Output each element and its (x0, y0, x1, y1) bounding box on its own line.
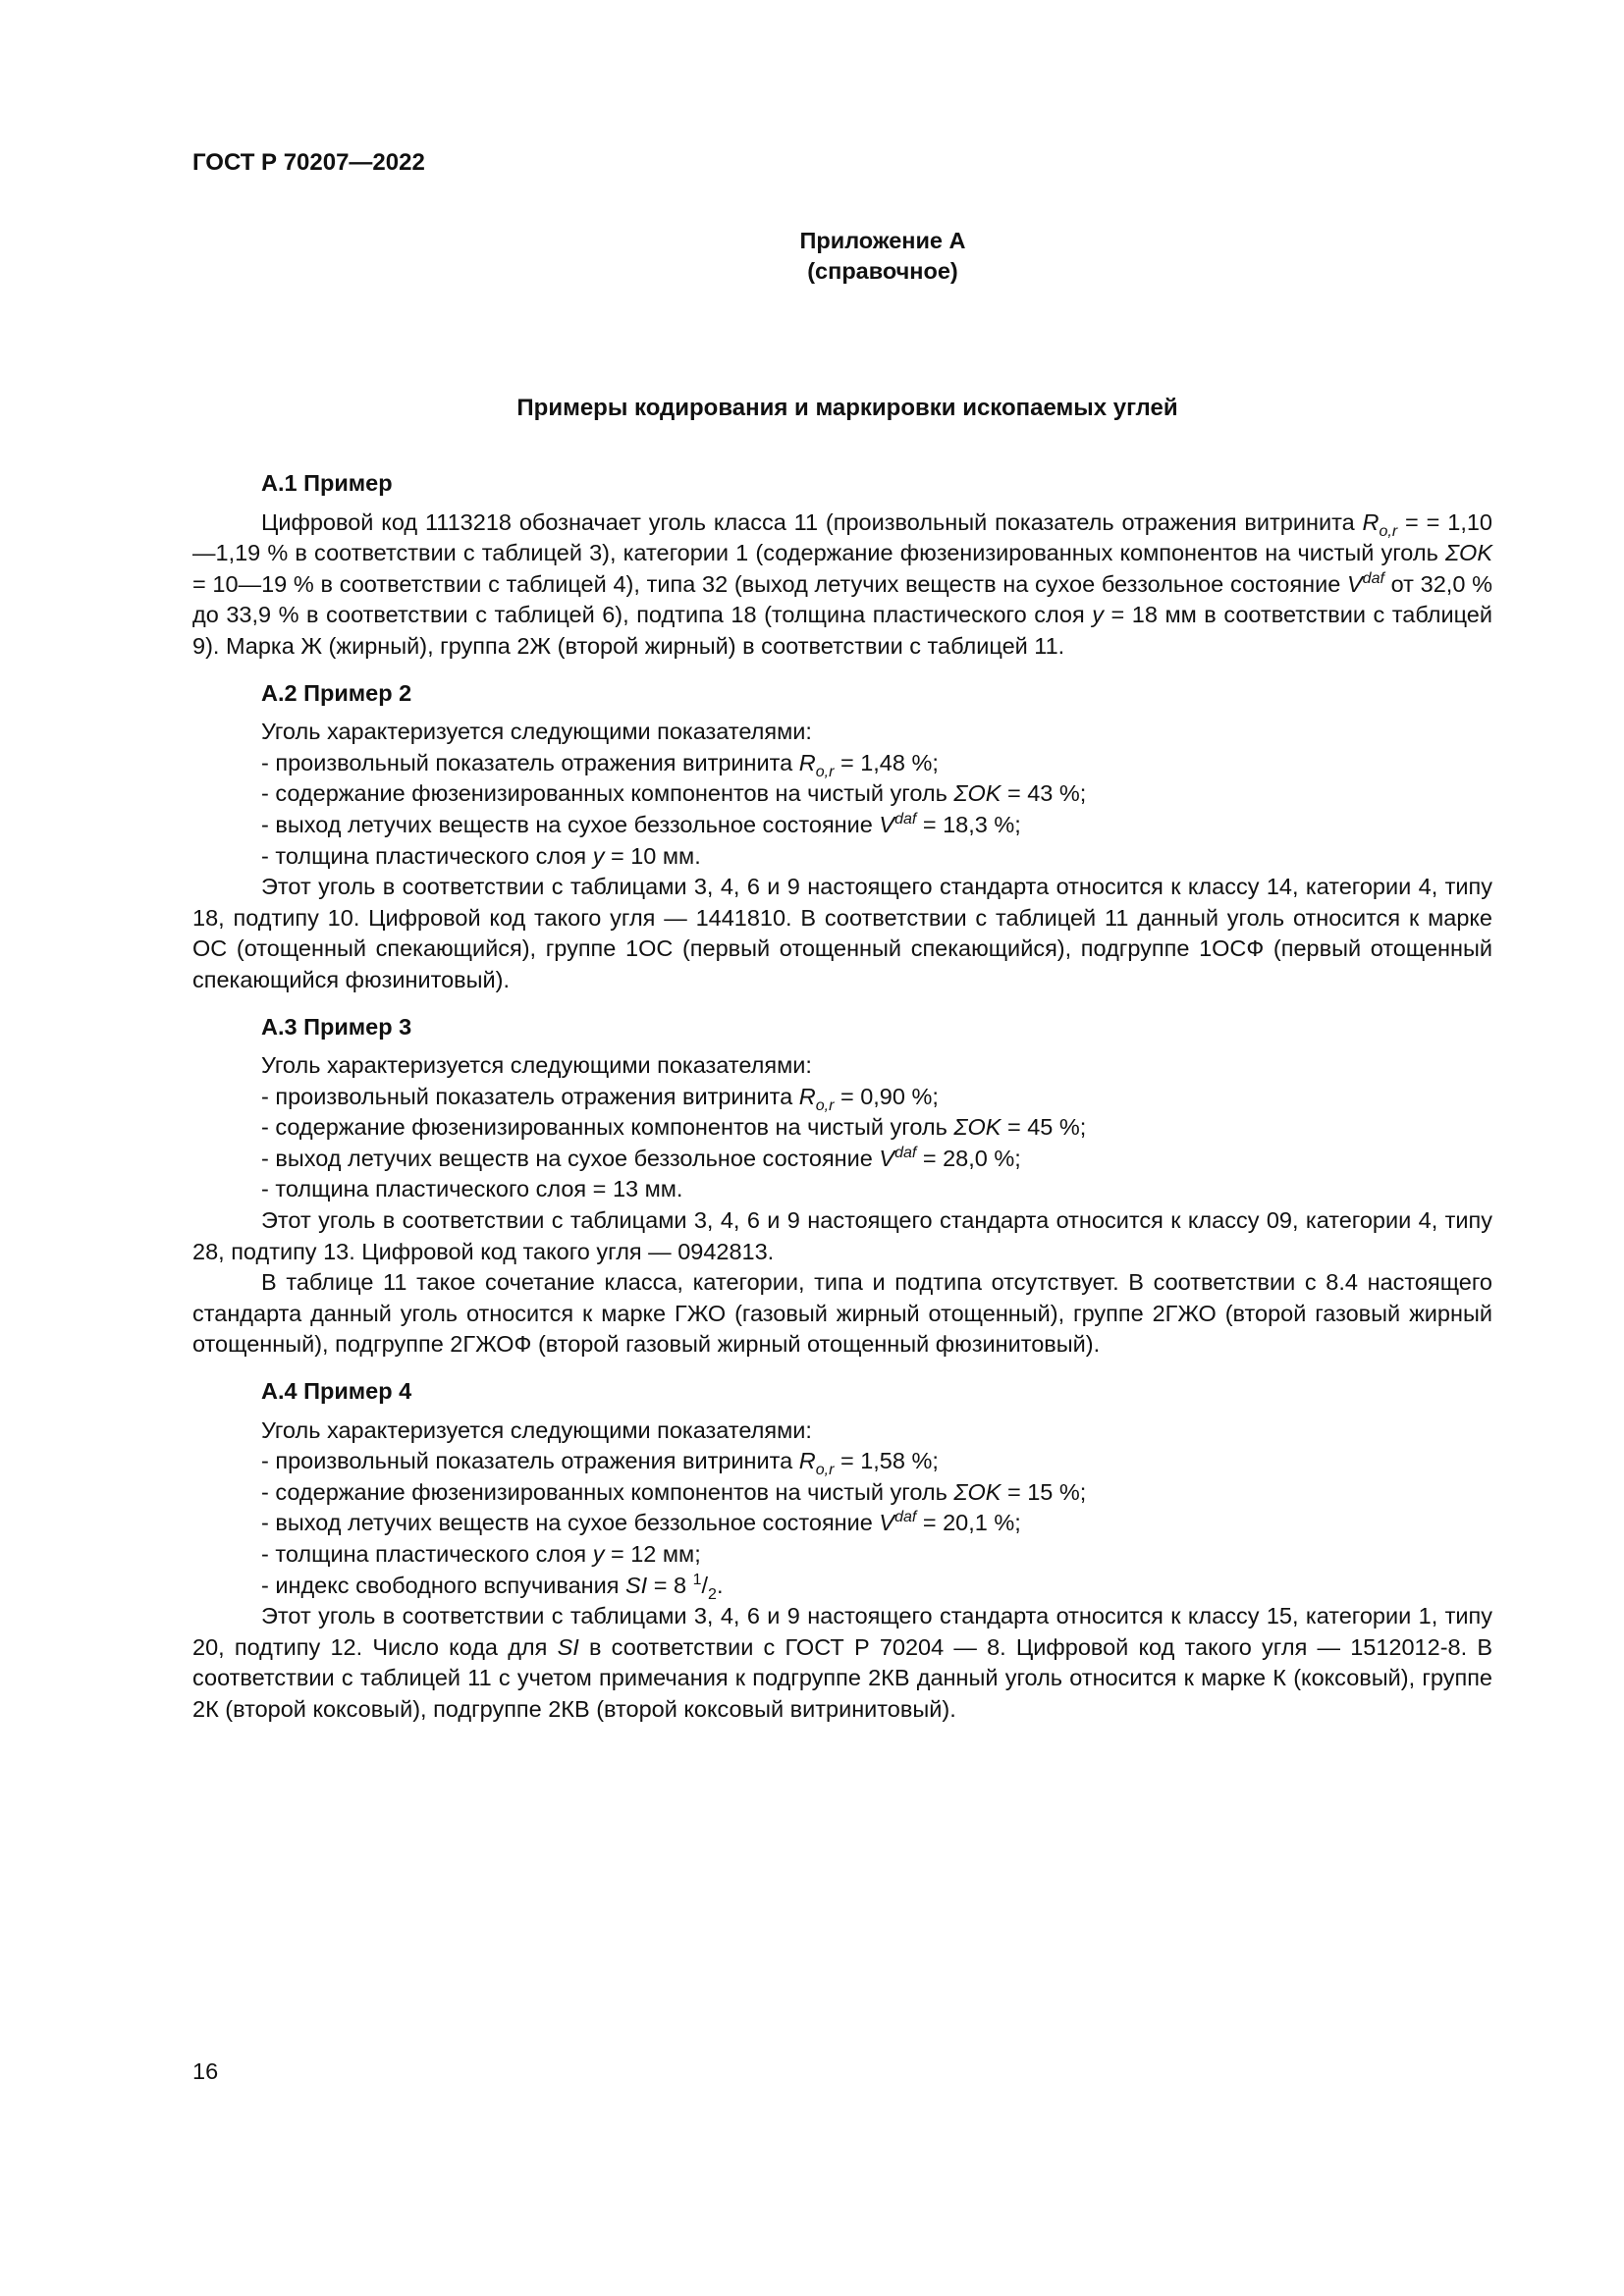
appendix-type: (справочное) (807, 258, 958, 284)
section-heading: А.4 Пример 4 (261, 1378, 412, 1405)
paragraph: Этот уголь в соответствии с таблицами 3, 4, 6 и 9 настоящего стандарта относится к классу 15, категории 1, типу 20, подтипу 12. Число кода для SI в соответствии с ГОСТ Р 70204 — 8. Цифровой код такого угля — 1512012-8. В соответствии с таблицей 11 с учетом примечания к подгруппе 2КВ данный уголь относится к марке К (коксовый), группе 2К (второй коксовый), подгруппе 2КВ (второй коксовый витринитовый). (192, 1603, 1493, 1722)
section-heading: А.2 Пример 2 (261, 679, 412, 706)
list-item: - произвольный показатель отражения витринита $R_{o,r} = 1,58$ %; (261, 1448, 939, 1479)
appendix-heading (0, 226, 1624, 287)
section-a1 (192, 468, 1492, 663)
list-item: - толщина пластического слоя y = 10 мм. (261, 842, 701, 869)
list-item: - выход летучих веществ на сухое беззольное состояние $V^{daf} = 18,3$ %; (261, 810, 1021, 837)
page-number: 16 (192, 2058, 219, 2084)
paragraph: Этот уголь в соответствии с таблицами 3, 4, 6 и 9 настоящего стандарта относится к классу 09, категории 4, типу 28, подтипу 13. Цифровой код такого угля — 0942813. (192, 1207, 1492, 1264)
document-code: ГОСТ Р 70207—2022 (192, 149, 425, 176)
list-item: - произвольный показатель отражения витринита $R_{o,r} = 1,48$ %; (261, 749, 939, 780)
appendix-label: Приложение А (799, 228, 966, 253)
list-item: - толщина пластического слоя = 13 мм. (261, 1176, 683, 1202)
section-a2 (192, 678, 1492, 996)
section-a4 (192, 1376, 1492, 1726)
paragraph: Этот уголь в соответствии с таблицами 3, 4, 6 и 9 настоящего стандарта относится к классу 14, категории 4, типу 18, подтипу 10. Цифровой код такого угля — 1441810. В соответствии с таблицей 11 данный уголь относится к марке ОС (отощенный спекающийся), группе 1ОС (первый отощенный спекающийся), подгруппе 1ОСФ (первый отощенный спекающийся фюзинитовый). (192, 874, 1492, 992)
paragraph: Цифровой код 1113218 обозначает уголь класса 11 (произвольный показатель отражения витринита $R_{o,r}$ = = 1,10—1,19 % в соответствии с таблицей 3), категории 1 (содержание фюзенизированных компонентов на чистый уголь ΣOK = 10—19 % в соответствии с таблицей 4), типа 32 (выход летучих веществ на сухое беззольное состояние $V^{daf}$ от 32,0 % до 33,9 % в соответствии с таблицей 6), подтипа 18 (толщина пластического слоя y = 18 мм в соответствии с таблицей 9). Марка Ж (жирный), группа 2Ж (второй жирный) в соответствии с таблицей 11. (192, 508, 1493, 659)
list-intro: Уголь характеризуется следующими показателями: (261, 1416, 812, 1443)
paragraph: В таблице 11 такое сочетание класса, категории, типа и подтипа отсутствует. В соответствии с 8.4 настоящего стандарта данный уголь относится к марке ГЖО (газовый жирный отощенный), группе 2ГЖО (второй газовый жирный отощенный), подгруппе 2ГЖОФ (второй газовый жирный отощенный фюзинитовый). (192, 1269, 1492, 1358)
page-title: Примеры кодирования и маркировки ископаемых углей (516, 395, 1178, 421)
list-intro: Уголь характеризуется следующими показателями: (261, 719, 812, 745)
list-item: - выход летучих веществ на сухое беззольное состояние $V^{daf} = 28,0$ %; (261, 1144, 1021, 1171)
list-intro: Уголь характеризуется следующими показателями: (261, 1052, 812, 1079)
list-item: - содержание фюзенизированных компонентов на чистый уголь ΣOK = 43 %; (261, 780, 1087, 807)
section-a3 (192, 1012, 1492, 1362)
section-heading: А.1 Пример (261, 470, 393, 496)
document-body (192, 468, 1492, 1741)
list-item: - произвольный показатель отражения витринита $R_{o,r} = 0,90$ %; (261, 1083, 939, 1114)
section-heading: А.3 Пример 3 (261, 1013, 412, 1040)
list-item: - содержание фюзенизированных компонентов на чистый уголь ΣOK = 45 %; (261, 1114, 1087, 1141)
list-item: - содержание фюзенизированных компонентов на чистый уголь ΣOK = 15 %; (261, 1478, 1087, 1505)
list-item: - выход летучих веществ на сухое беззольное состояние $V^{daf} = 20,1$ %; (261, 1509, 1021, 1536)
list-item: - толщина пластического слоя y = 12 мм; (261, 1541, 701, 1567)
list-item: - индекс свободного вспучивания SI = 8 $^1/_2$. (261, 1571, 724, 1603)
